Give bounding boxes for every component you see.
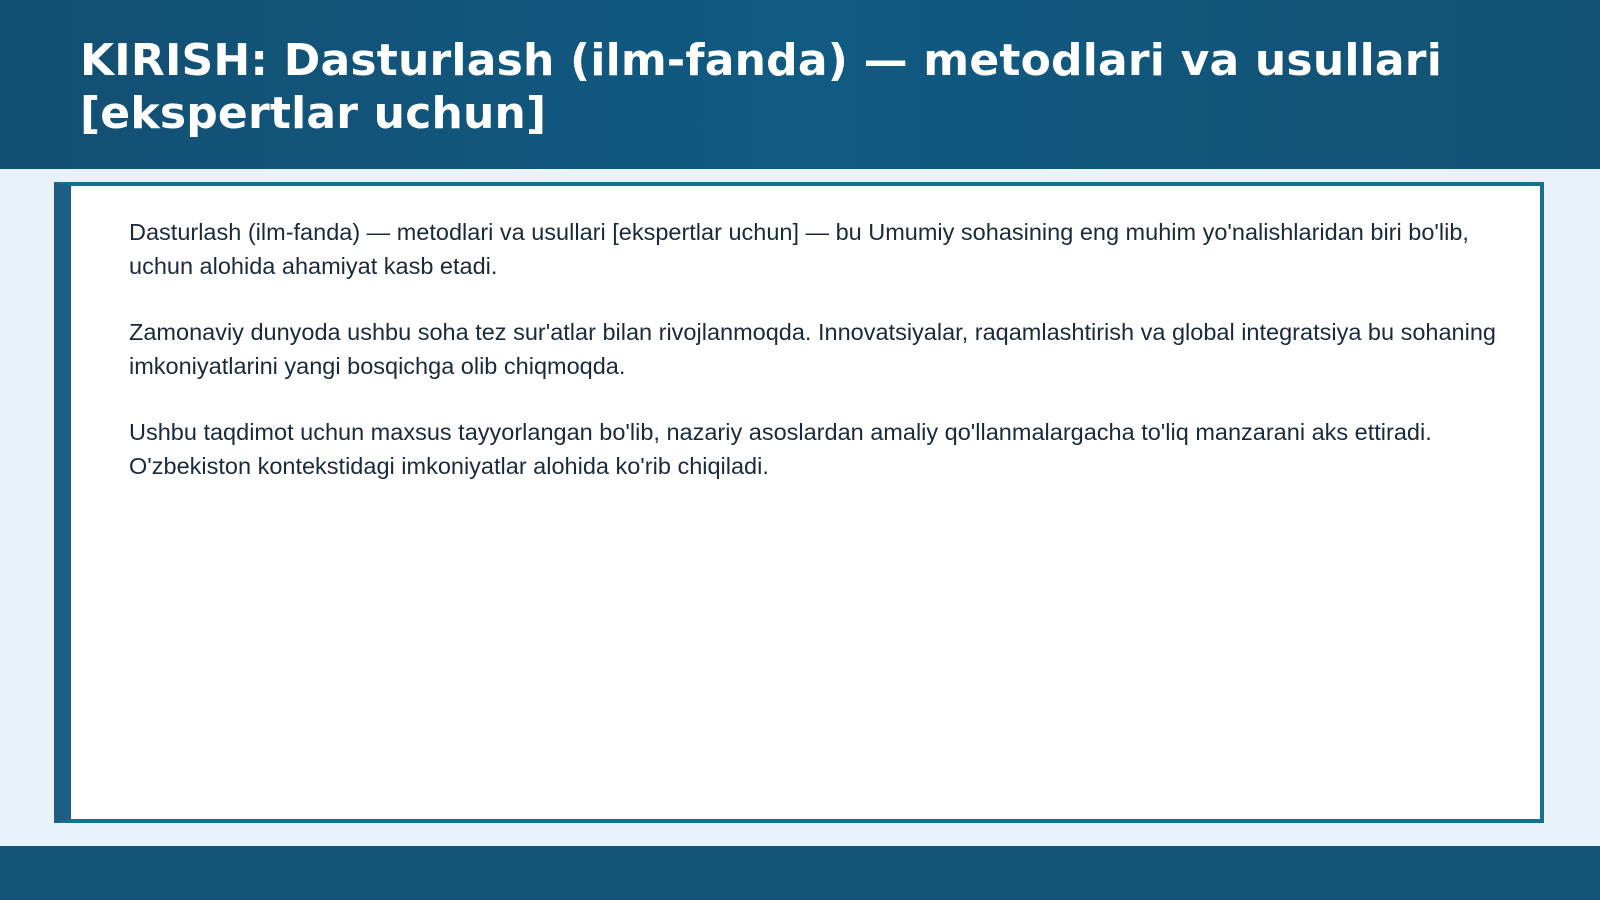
modern-world-paragraph: Zamonaviy dunyoda ushbu soha tez sur'atlar bilan rivojlanmoqda. Innovatsiyalar, raqamlashtirish va global integratsiya bu sohaning imkoniyatlarini yangi bosqichga olib chiqmoqda.	[129, 319, 1496, 379]
content-card	[54, 182, 1544, 823]
slide-header	[0, 0, 1600, 169]
presentation-scope-paragraph: Ushbu taqdimot uchun maxsus tayyorlangan bo'lib, nazariy asoslardan amaliy qo'llanmalargacha to'liq manzarani aks ettiradi. O'zbekiston kontekstidagi imkoniyatlar alohida ko'rib chiqiladi.	[129, 419, 1432, 479]
intro-paragraph: Dasturlash (ilm-fanda) — metodlari va usullari [ekspertlar uchun] — bu Umumiy sohasining eng muhim yo'nalishlaridan biri bo'lib, uchun alohida ahamiyat kasb etadi.	[129, 219, 1469, 279]
slide-title: KIRISH: Dasturlash (ilm-fanda) — metodlari va usullari [ekspertlar uchun]	[80, 35, 1442, 139]
slide-footer	[0, 846, 1600, 900]
